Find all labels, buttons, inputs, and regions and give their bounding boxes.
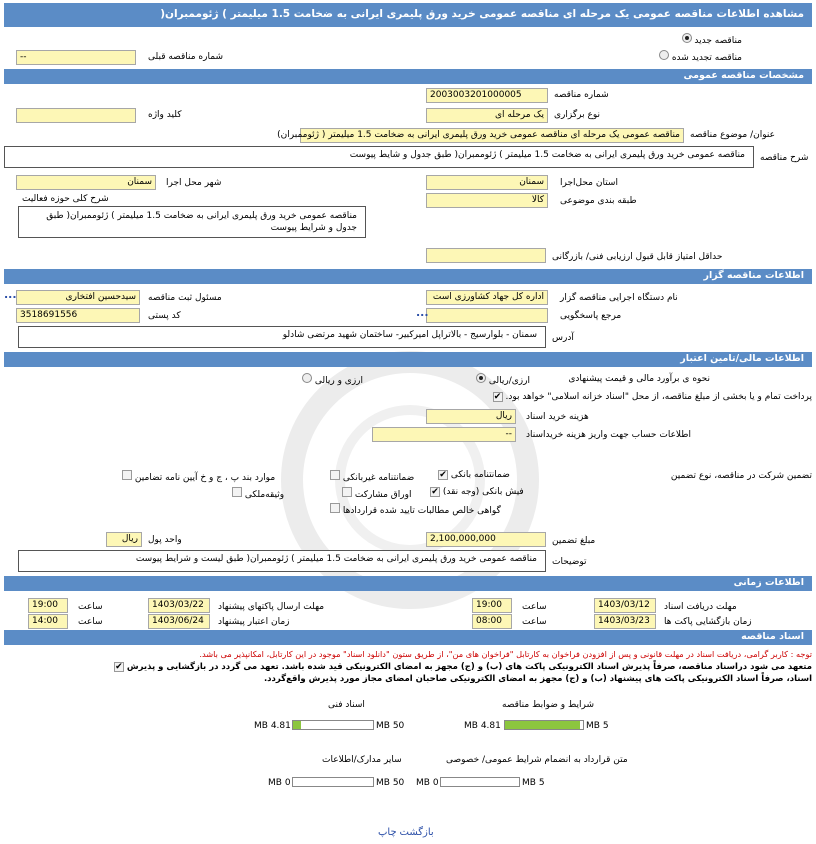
section-timing: اطلاعات زمانی xyxy=(4,576,812,591)
treasury-label: پرداخت تمام و یا بخشی از مبلغ مناقصه، از محل "اسناد خزانه اسلامی" خواهد بود. xyxy=(505,392,812,402)
estimate-label: نحوه ی برآورد مالی و قیمت پیشنهادی xyxy=(568,374,710,384)
keyword-field[interactable] xyxy=(16,108,136,123)
other-max: 50 MB xyxy=(376,778,405,788)
contract-progress-bar xyxy=(440,777,520,787)
section-general: مشخصات مناقصه عمومی xyxy=(4,69,812,84)
page-title: مشاهده اطلاعات مناقصه عمومی یک مرحله ای مناقصه عمومی خرید ورق پلیمری ایرانی به ضخامت 1.5 میلیمتر ) ژئوممبران( xyxy=(4,3,812,27)
g-bonds-option[interactable] xyxy=(342,487,411,500)
g-bank-label: ضمانتنامه بانکی xyxy=(450,470,510,480)
g-cash-checkbox[interactable]: ✔ xyxy=(431,487,439,497)
g-claims-label: گواهی خالص مطالبات تایید شده قراردادها xyxy=(342,506,501,516)
radio-rial[interactable] xyxy=(476,373,486,383)
prev-number-field[interactable]: -- xyxy=(16,50,136,65)
province-field[interactable]: سمنان xyxy=(426,175,548,190)
receive-label: مهلت دریافت اسناد xyxy=(664,602,737,612)
org-name-field[interactable]: اداره کل جهاد کشاورزی است xyxy=(426,290,548,305)
radio-new[interactable] xyxy=(682,33,692,43)
technical-progress-bar xyxy=(292,720,374,730)
treasury-checkbox[interactable]: ✔ xyxy=(493,392,502,402)
receive-date-field[interactable]: 1403/03/12 xyxy=(594,598,656,613)
validity-time-field[interactable]: 14:00 xyxy=(28,614,68,629)
category-label: طبقه بندی موضوعی xyxy=(560,196,637,206)
submit-label: مهلت ارسال پاکتهای پیشنهاد xyxy=(218,602,325,612)
technical-max: 50 MB xyxy=(376,721,405,731)
notes-box: مناقصه عمومی خرید ورق پلیمری ایرانی به ضخامت 1.5 میلیمتر ) ژئوممبران( طبق لیست و شرایط پیوست xyxy=(18,550,546,572)
footer-links xyxy=(378,827,434,838)
g-bank-checkbox[interactable]: ✔ xyxy=(439,470,447,480)
number-label: شماره مناقصه xyxy=(554,90,609,100)
g-property-option[interactable] xyxy=(232,487,284,500)
g-bonds-label: اوراق مشارکت xyxy=(354,490,412,500)
subject-field[interactable]: مناقصه عمومی یک مرحله ای مناقصه عمومی خرید ورق پلیمری ایرانی به ضخامت 1.5 میلیمتر ( ژئوممبران) xyxy=(300,128,684,143)
g-claims-option[interactable] xyxy=(330,503,501,516)
radio-renewed[interactable] xyxy=(659,50,669,60)
section-documents: اسناد مناقصه xyxy=(4,630,812,645)
submit-date-field[interactable]: 1403/03/22 xyxy=(148,598,210,613)
address-label: آدرس xyxy=(552,333,574,343)
g-property-checkbox[interactable] xyxy=(232,487,242,497)
submit-time-label: ساعت xyxy=(78,602,103,612)
conditions-progress-bar xyxy=(504,720,584,730)
subject-label: عنوان/ موضوع مناقصه xyxy=(690,130,775,140)
receive-time-label: ساعت xyxy=(522,602,547,612)
commit-line2: اسناد، صرفاً اسناد الکترونیکی پاکت های پیشنهاد (ب) و (ج) مجهز به امضای الکترونیکی صاحبان امضای مجاز مورد پذیرش واقع‌گردد. xyxy=(263,674,812,684)
org-name-label: نام دستگاه اجرایی مناقصه گزار xyxy=(560,293,678,303)
doc-cost-label: هزینه خرید اسناد xyxy=(526,412,589,422)
open-time-field[interactable]: 08:00 xyxy=(472,614,512,629)
type-field[interactable]: یک مرحله ای xyxy=(426,108,548,123)
g-claims-checkbox[interactable] xyxy=(330,503,340,513)
account-label: اطلاعات حساب جهت واریز هزینه خریداسناد xyxy=(526,430,691,440)
postal-label: کد پستی xyxy=(148,311,181,321)
g-nonbank-option[interactable] xyxy=(330,470,414,483)
open-time-label: ساعت xyxy=(522,617,547,627)
province-label: استان محل‌اجرا xyxy=(560,178,618,188)
amount-label: مبلغ تضمین xyxy=(552,536,596,546)
category-field[interactable]: کالا xyxy=(426,193,548,208)
treasury-row[interactable] xyxy=(493,392,812,402)
activity-box: مناقصه عمومی خرید ورق پلیمری ایرانی به ضخامت 1.5 میلیمتر ) ژئوممبران( طبق جدول و شرایط پیوست xyxy=(18,206,366,238)
g-bonds-checkbox[interactable] xyxy=(342,487,352,497)
opt-currency-option[interactable] xyxy=(302,373,363,386)
conditions-max: 5 MB xyxy=(586,721,609,731)
contract-used: 0 MB xyxy=(416,778,439,788)
unit-field[interactable]: ریال xyxy=(106,532,142,547)
officer-more-button[interactable]: ... xyxy=(4,288,17,301)
postal-field[interactable]: 3518691556 xyxy=(16,308,140,323)
min-score-field[interactable] xyxy=(426,248,546,263)
option-new-tender[interactable] xyxy=(682,33,742,46)
open-date-field[interactable]: 1403/03/23 xyxy=(594,614,656,629)
unit-label: واحد پول xyxy=(148,535,182,545)
g-regulation-option[interactable] xyxy=(122,470,275,483)
submit-time-field[interactable]: 19:00 xyxy=(28,598,68,613)
description-label: شرح مناقصه xyxy=(760,153,809,163)
section-finance: اطلاعات مالی/تامین اعتبار xyxy=(4,352,812,367)
officer-label: مسئول ثبت مناقصه xyxy=(148,293,222,303)
keyword-label: کلید واژه xyxy=(148,110,182,120)
contract-label: متن قرارداد به انضمام شرایط عمومی/ خصوصی xyxy=(446,755,628,765)
ref-label: مرجع پاسخگویی xyxy=(560,311,622,321)
g-nonbank-label: ضمانتنامه غیربانکی xyxy=(342,473,415,483)
ref-more-button[interactable]: ... xyxy=(416,306,429,319)
technical-used: 4.81 MB xyxy=(254,721,291,731)
conditions-progress-fill xyxy=(505,721,580,729)
g-cash-label: فیش بانکی (وجه نقد) xyxy=(442,487,524,497)
description-box: مناقصه عمومی خرید ورق پلیمری ایرانی به ضخامت 1.5 میلیمتر ) ژئوممبران( طبق جدول و شایط پیوست xyxy=(4,146,754,168)
technical-progress-fill xyxy=(293,721,301,729)
opt-rial-label: ارزی/ریالی xyxy=(488,376,530,386)
section-organizer: اطلاعات مناقصه گزار xyxy=(4,269,812,284)
documents-notice: توجه : کاربر گرامی، دریافت اسناد در مهلت قانونی و پس از افزودن فراخوان به کارتابل "فراخوان های من"، از طریق ستون "دانلود اسناد" موجود در این کارتابل، امکانپذیر می باشد. xyxy=(199,649,812,659)
g-bank-option[interactable] xyxy=(438,470,510,480)
g-regulation-label: موارد بند پ ، ج و خ آیین نامه تضامین xyxy=(134,473,276,483)
activity-label: شرح کلی حوزه فعالیت xyxy=(22,194,109,204)
number-field[interactable]: 2003003201000005 xyxy=(426,88,548,103)
g-cash-option[interactable] xyxy=(430,487,524,497)
notes-label: توضیحات xyxy=(552,557,587,567)
opt-currency-label: ارزی و ریالی xyxy=(314,376,364,386)
other-label: سایر مدارک/اطلاعات xyxy=(322,755,402,765)
technical-label: اسناد فنی xyxy=(328,700,365,710)
validity-time-label: ساعت xyxy=(78,617,103,627)
min-score-label: حداقل امتیاز قابل قبول ارزیابی فنی/ بازرگانی xyxy=(552,252,723,262)
commit-row[interactable] xyxy=(114,662,812,672)
conditions-used: 4.81 MB xyxy=(464,721,501,731)
option-renewed-tender[interactable] xyxy=(659,50,742,63)
back-link[interactable]: بازگشت xyxy=(399,827,434,838)
type-label: نوع برگزاری xyxy=(554,110,600,120)
g-regulation-checkbox[interactable] xyxy=(122,470,132,480)
ref-field[interactable] xyxy=(426,308,548,323)
validity-label: زمان اعتبار پیشنهاد xyxy=(218,617,290,627)
other-progress-bar xyxy=(292,777,374,787)
prev-number-label: شماره مناقصه قبلی xyxy=(148,52,223,62)
officer-field[interactable]: سیدحسین افتخاری xyxy=(16,290,140,305)
conditions-label: شرایط و ضوابط مناقصه xyxy=(502,700,595,710)
doc-cost-field[interactable]: ریال xyxy=(426,409,516,424)
account-field[interactable]: -- xyxy=(372,427,516,442)
open-label: زمان بازگشایی پاکت ها xyxy=(664,617,752,627)
g-property-label: وثیقه‌ملکی xyxy=(244,490,285,500)
option-new-label: مناقصه جدید xyxy=(694,36,742,46)
option-renewed-label: مناقصه تجدید شده xyxy=(671,53,742,63)
address-box: سمنان - بلوارسیج - بالاتراپل امیرکبیر- ساختمان شهید مرتضی شادلو xyxy=(18,326,546,348)
guarantee-label: تضمین شرکت در مناقصه، نوع تضمین xyxy=(670,471,812,481)
print-link[interactable]: چاپ xyxy=(378,827,397,838)
commit-checkbox[interactable]: ✔ xyxy=(115,662,123,672)
radio-currency[interactable] xyxy=(302,373,312,383)
receive-time-field[interactable]: 19:00 xyxy=(472,598,512,613)
g-nonbank-checkbox[interactable] xyxy=(330,470,340,480)
amount-field[interactable]: 2,100,000,000 xyxy=(426,532,546,547)
city-label: شهر محل اجرا xyxy=(166,178,222,188)
validity-date-field[interactable]: 1403/06/24 xyxy=(148,614,210,629)
other-used: 0 MB xyxy=(268,778,291,788)
opt-rial-option[interactable] xyxy=(476,373,530,386)
contract-max: 5 MB xyxy=(522,778,545,788)
city-field[interactable]: سمنان xyxy=(16,175,156,190)
commit-line1: متعهد می شود دراسناد مناقصه، صرفاً پذیرش اسناد الکترونیکی پاکت های (ب) و (ج) مجهز به امضای الکترونیکی قید شده باشد. تعهد می گردد در بازگشایی و پذیرش xyxy=(126,662,812,672)
